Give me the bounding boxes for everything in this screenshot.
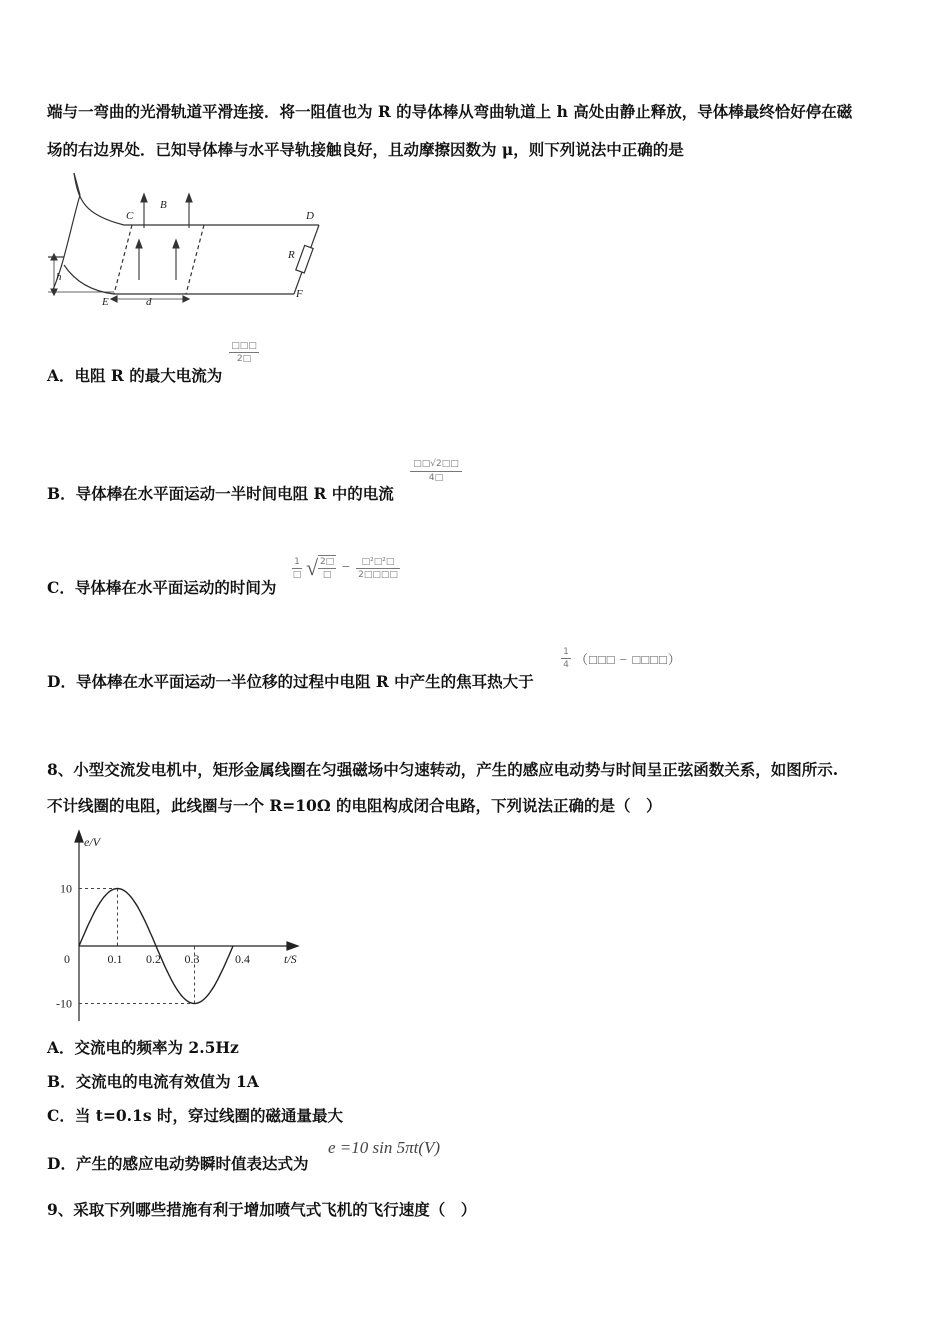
q7-stem-line-1: 端与一弯曲的光滑轨道平滑连接．将一阻值也为 R 的导体棒从弯曲轨道上 h 高处由静止释放，导体棒最终恰好停在磁 [47,102,853,121]
q8-option-d: D．产生的感应电动势瞬时值表达式为 [47,1154,309,1173]
left-boundary [114,225,132,294]
y-tick-label: 10 [60,881,72,896]
x-axis-arrow-icon [287,942,298,950]
y-tick-label: -10 [56,996,72,1011]
q7-formula-b [410,458,462,485]
q8-option-b: B．交流电的电流有效值为 1A [47,1072,259,1091]
q8-option-c: C．当 t=0.1s 时，穿过线圈的磁通量最大 [47,1106,343,1125]
formula-c-sqrt-num: 2□ [319,557,335,567]
resistor [296,245,313,273]
formula-d-paren: （□□□ − □□□□） [575,652,682,667]
origin-label: 0 [64,952,70,966]
q7-formula-d [561,646,682,671]
q8-stem-line-1: 8、小型交流发电机中，矩形金属线圈在匀强磁场中匀速转动，产生的感应电动势与时间呈正弦函数关系，如图所示. [47,760,839,779]
formula-b-numerator: □□√2□□ [410,458,462,472]
right-boundary [186,225,204,294]
back-rail [74,173,319,225]
formula-c-sqrt-den: □ [322,570,332,580]
formula-c-minus: − [342,560,350,575]
label-d: d [146,296,152,308]
q7-formula-c [292,550,400,586]
sqrt-icon: √ [306,555,319,580]
formula-c-frac1-den: □ [292,569,302,580]
q8-stem-line-2: 不计线圈的电阻，此线圈与一个 R=10Ω 的电阻构成闭合电路，下列说法正确的是（ ） [47,796,662,815]
q7-rail-figure [44,170,334,310]
label-D: D [306,210,314,222]
label-B: B [160,199,167,211]
formula-d-frac-den: 4 [563,660,569,670]
x-tick-label: 0.1 [107,952,123,966]
label-C: C [126,210,134,222]
x-axis-label: t/S [284,952,297,966]
label-R: R [288,249,295,261]
label-F: F [296,288,303,300]
formula-d-frac-num: 1 [561,646,571,659]
label-h: h [56,271,62,283]
x-tick-label: 0.3 [184,952,200,966]
q8-formula-d: e =10 sin 5πt(V) [328,1138,441,1157]
formula-a-numerator: □□□ [229,340,259,353]
q7-option-d: D．导体棒在水平面运动一半位移的过程中电阻 R 中产生的焦耳热大于 [47,672,534,691]
q7-formula-a [229,340,259,365]
x-tick-label: 0.4 [235,952,250,966]
q7-stem-line-2: 场的右边界处．已知导体棒与水平导轨接触良好，且动摩擦因数为 μ，则下列说法中正确的是 [47,140,684,159]
formula-c-frac1-num: 1 [292,556,302,569]
y-axis-arrow-icon [75,831,83,842]
x-tick-label: 0.2 [146,952,161,966]
q7-option-b: B．导体棒在水平面运动一半时间电阻 R 中的电流 [47,484,394,503]
formula-a-denominator: 2□ [236,354,252,364]
formula-c-frac2-den: 2□□□□ [358,569,398,580]
y-axis-label: e/V [84,835,100,849]
q8-option-a: A．交流电的频率为 2.5Hz [47,1038,239,1057]
formula-b-denominator: 4□ [428,473,444,483]
q9-stem: 9、采取下列哪些措施有利于增加喷气式飞机的飞行速度（ ） [47,1200,477,1219]
front-rail [64,265,294,294]
q7-option-c: C．导体棒在水平面运动的时间为 [47,578,277,597]
q7-option-a: A．电阻 R 的最大电流为 [47,366,223,385]
emf-time-chart [44,826,314,1031]
formula-c-frac2-num: □²□²□ [356,556,400,569]
label-E: E [102,296,109,308]
